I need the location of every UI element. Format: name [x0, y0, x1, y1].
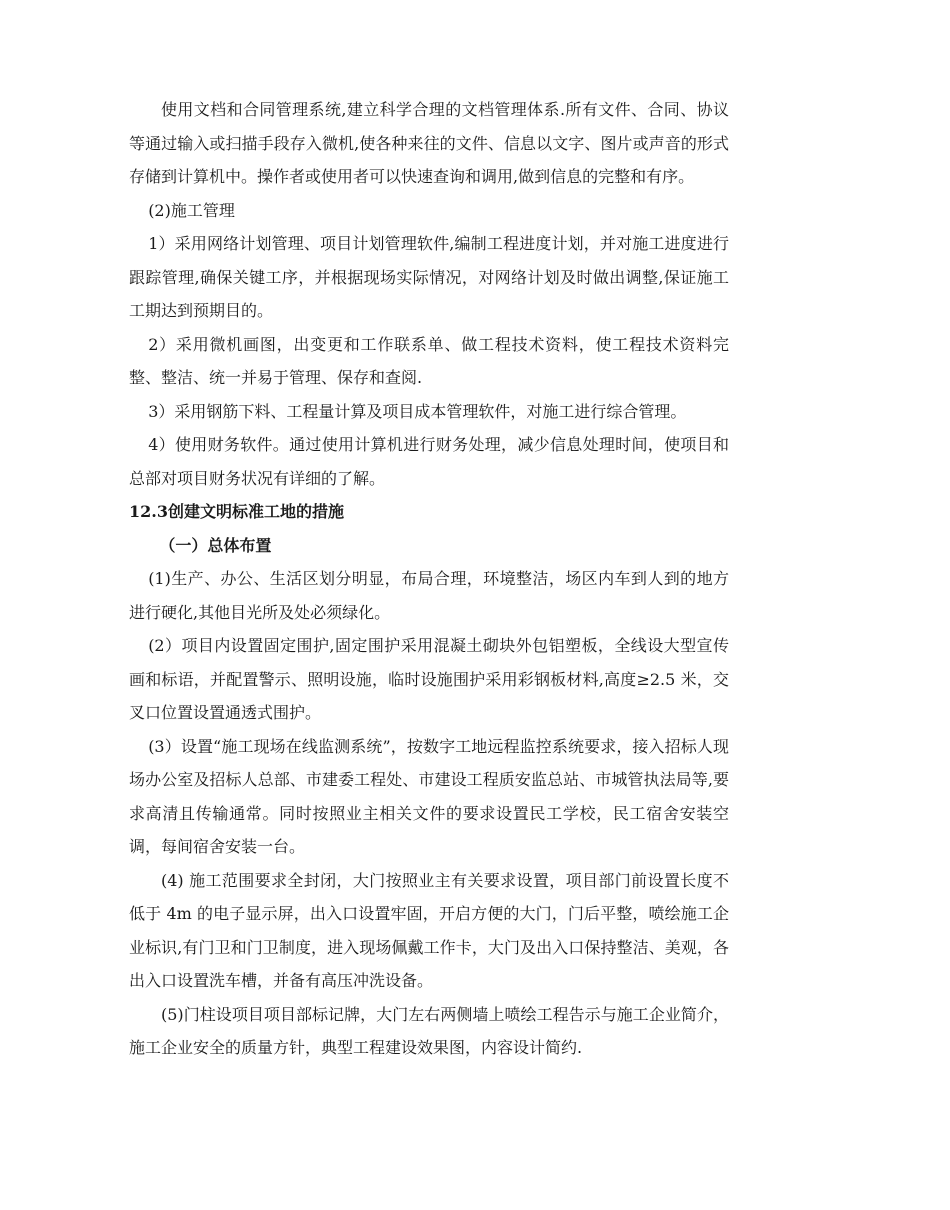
- section-construction-management: (2)施工管理: [148, 200, 235, 220]
- subsection-heading: （一）总体布置: [159, 535, 272, 555]
- section-heading: 12.3创建文明标准工地的措施: [129, 502, 344, 521]
- paragraph-layout-4: (4) 施工范围要求全封闭，大门按照业主有关要求设置，项目部门前设置长度不低于 4m 的电子显示屏，出入口设置牢固，开启方便的大门，门后平整，喷绘施工企业标识,有门卫和门卫制度，进入现场佩戴工作卡，大门及出入口保持整洁、美观，各出入口设置洗车槽，并备有高压冲洗设备。: [129, 870, 729, 990]
- paragraph-item-1: 1）采用网络计划管理、项目计划管理软件,编制工程进度计划，并对施工进度进行跟踪管理,确保关键工序，并根据现场实际情况，对网络计划及时做出调整,保证施工工期达到预期目的。: [129, 234, 729, 320]
- paragraph-layout-2: (2）项目内设置固定围护,固定围护采用混凝土砌块外包铝塑板，全线设大型宣传画和标语，并配置警示、照明设施，临时设施围护采用彩钢板材料,高度≥2.5 米，交叉口位置设置通透式围护。: [129, 636, 729, 722]
- document-body: [129, 93, 729, 1065]
- paragraph-document-management: 使用文档和合同管理系统,建立科学合理的文档管理体系.所有文件、合同、协议等通过输入或扫描手段存入微机,使各种来往的文件、信息以文字、图片或声音的形式存储到计算机中。操作者或使用者可以快速查询和调用,做到信息的完整和有序。: [129, 100, 729, 186]
- paragraph-item-2: 2）采用微机画图，出变更和工作联系单、做工程技术资料，使工程技术资料完整、整洁、统一并易于管理、保存和查阅.: [129, 334, 729, 387]
- paragraph-layout-3: (3）设置“施工现场在线监测系统”，按数字工地远程监控系统要求，接入招标人现场办公室及招标人总部、市建委工程处、市建设工程质安监总站、市城管执法局等,要求高清且传输通常。同时按照业主相关文件的要求设置民工学校，民工宿舍安装空调，每间宿舍安装一台。: [129, 736, 729, 856]
- paragraph-layout-5: (5)门柱设项目项目部标记牌，大门左右两侧墙上喷绘工程告示与施工企业简介，施工企业安全的质量方针，典型工程建设效果图，内容设计简约.: [129, 1004, 729, 1057]
- paragraph-item-3: 3）采用钢筋下料、工程量计算及项目成本管理软件，对施工进行综合管理。: [148, 401, 687, 421]
- paragraph-layout-1: (1)生产、办公、生活区划分明显，布局合理，环境整洁，场区内车到人到的地方进行硬化,其他目光所及处必须绿化。: [129, 569, 729, 622]
- paragraph-item-4: 4）使用财务软件。通过使用计算机进行财务处理，减少信息处理时间，使项目和总部对项目财务状况有详细的了解。: [129, 435, 729, 488]
